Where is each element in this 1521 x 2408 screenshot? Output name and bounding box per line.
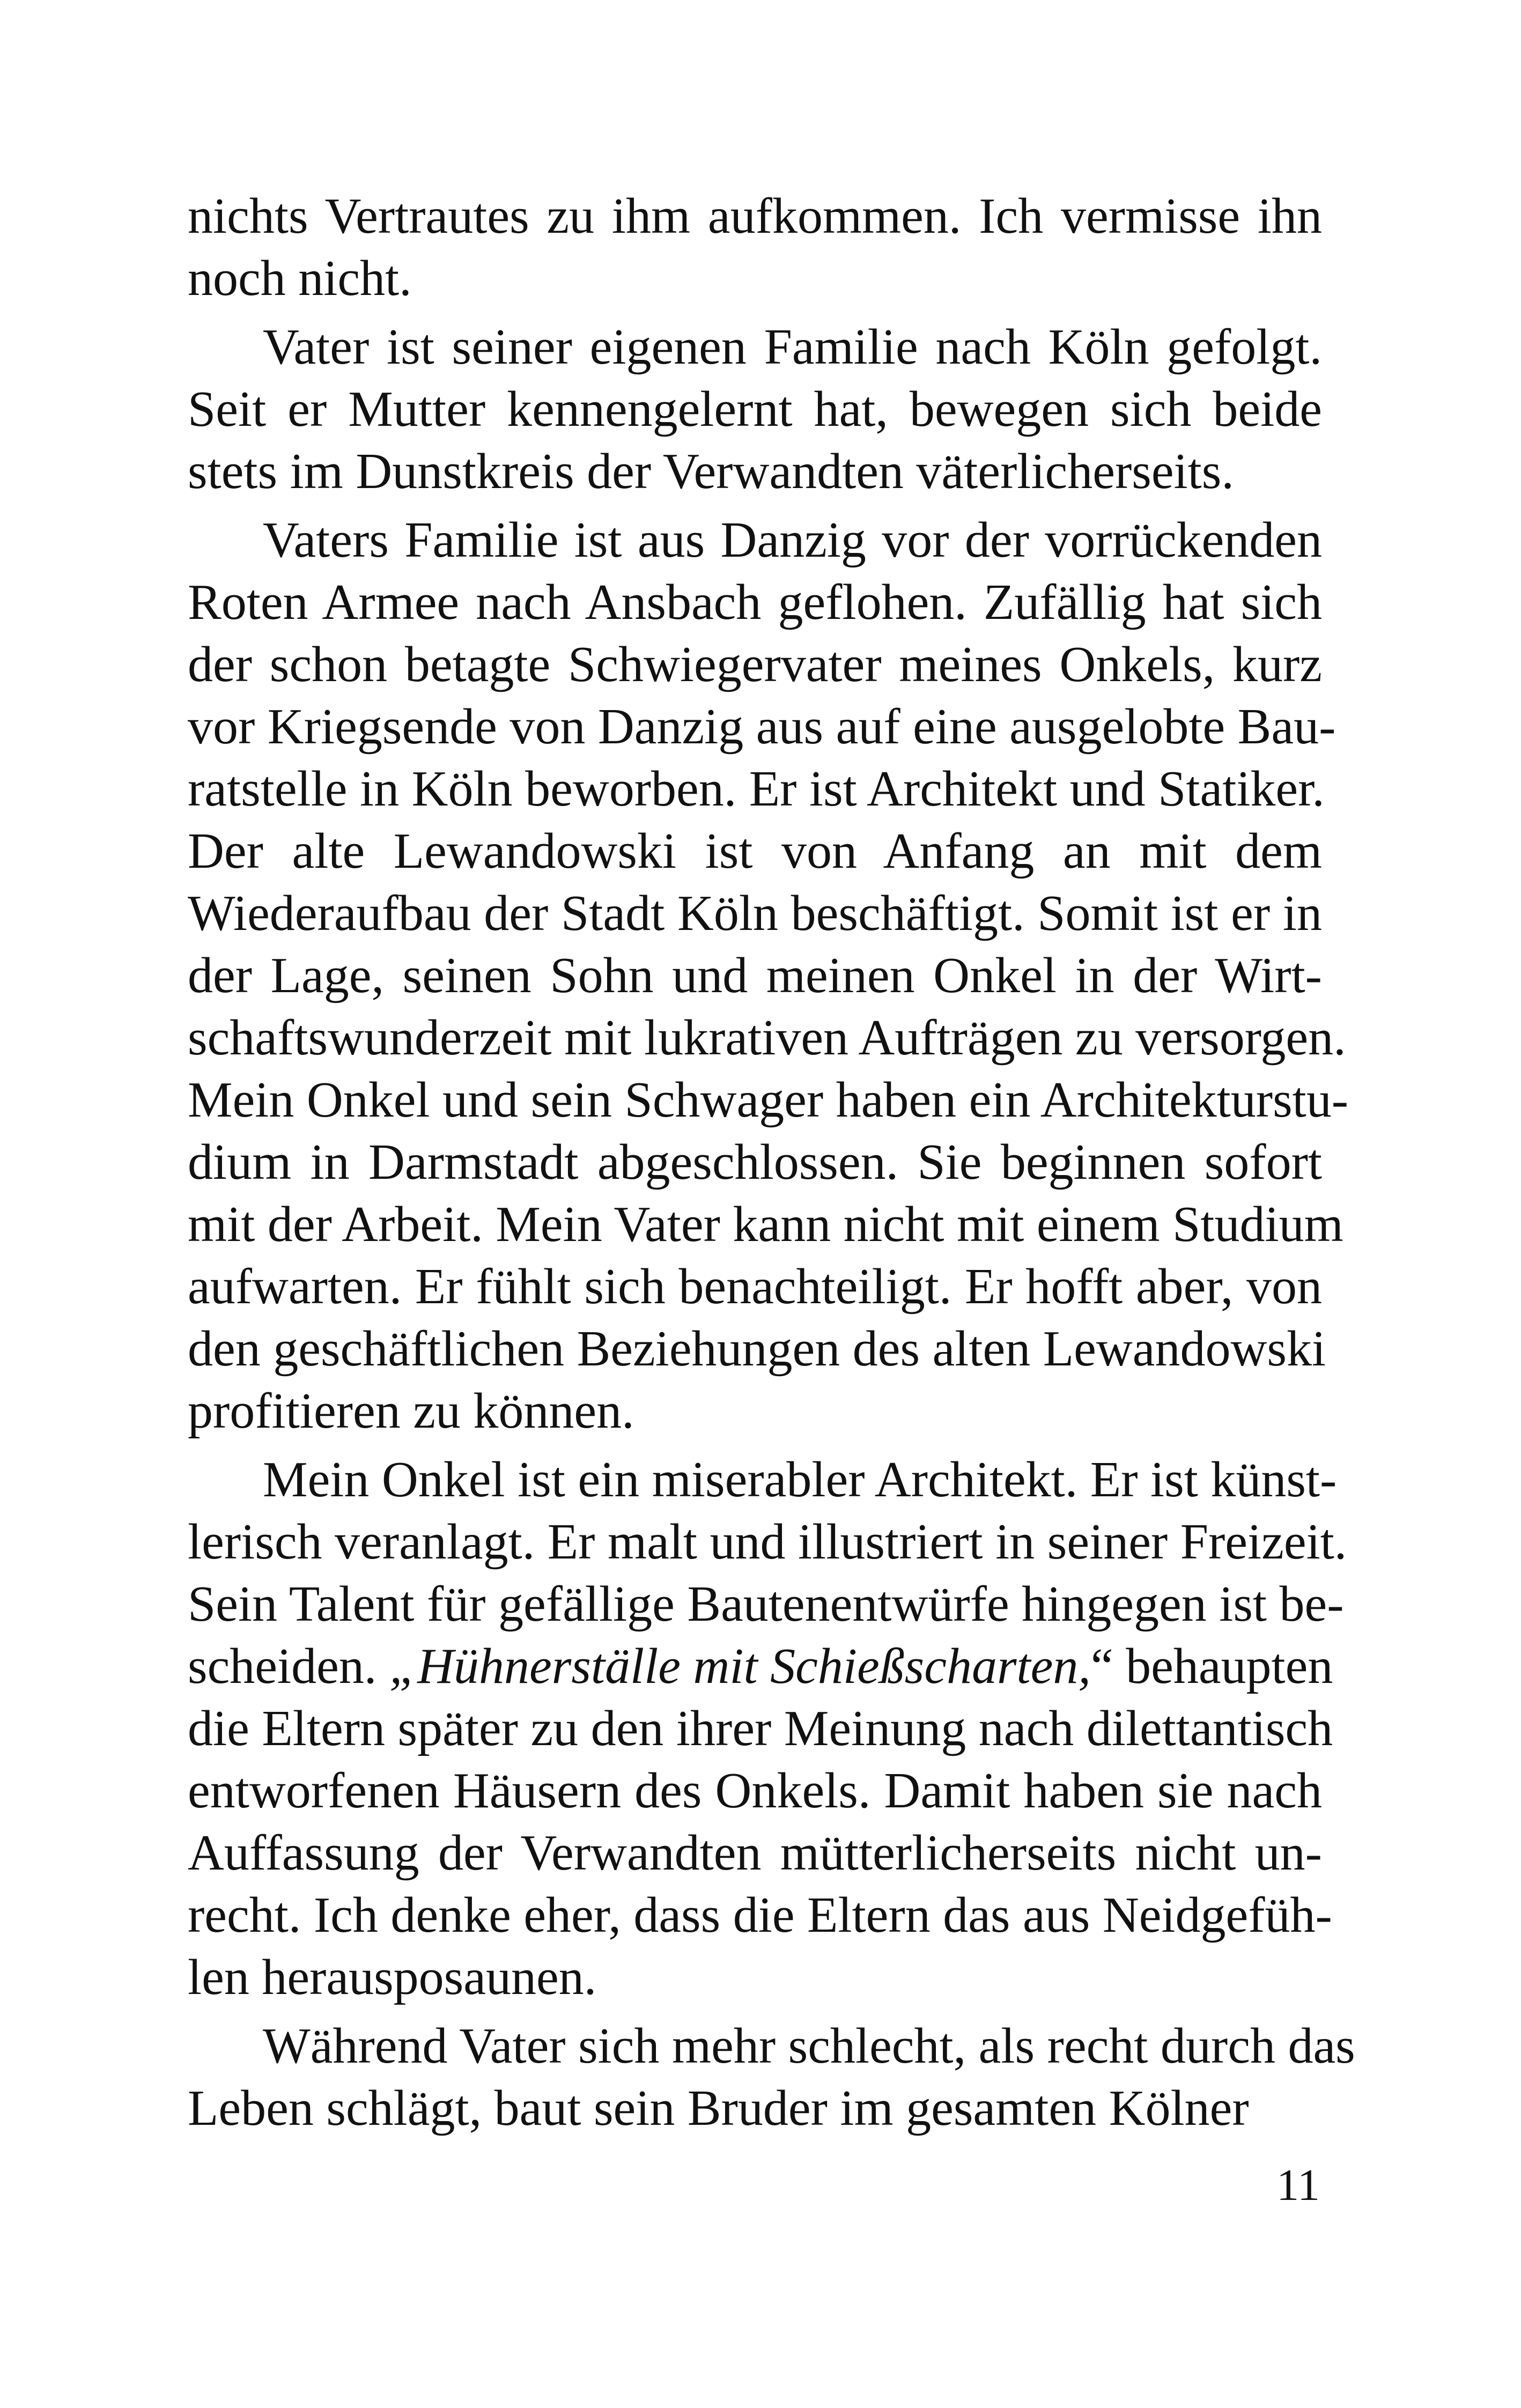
text-line: aufwarten. Er fühlt sich benachteiligt. Er hofft aber, von: [188, 1259, 1322, 1314]
text-line: stets im Dunstkreis der Verwandten väterlicherseits.: [188, 444, 1234, 499]
text-line: nichts Vertrautes zu ihm aufkommen. Ich vermisse ihn: [188, 188, 1322, 244]
text-line: Sein Talent für gefällige Bautenentwürfe hingegen ist be-: [188, 1576, 1344, 1632]
paragraph: [188, 1449, 1347, 2008]
text-line: recht. Ich denke eher, dass die Eltern das aus Neidgefüh-: [188, 1887, 1332, 1943]
text-line: Vaters Familie ist aus Danzig vor der vorrückenden: [263, 512, 1322, 568]
paragraph-gap: [188, 2008, 1322, 2015]
text-line: profitieren zu können.: [188, 1383, 634, 1439]
text-line: Vater ist seiner eigenen Familie nach Köln gefolgt.: [263, 319, 1322, 375]
text-line: Roten Armee nach Ansbach geflohen. Zufällig hat sich: [188, 574, 1322, 630]
text-line: der Lage, seinen Sohn und meinen Onkel in der Wirt-: [188, 948, 1322, 1003]
text-line: Während Vater sich mehr schlecht, als recht durch das: [263, 2018, 1355, 2074]
text-segment: “ behaupten: [1090, 1638, 1333, 1694]
text-line: Mein Onkel und sein Schwager haben ein Architekturstu-: [188, 1072, 1349, 1128]
text-line: den geschäftlichen Beziehungen des alten Lewandowski: [188, 1321, 1326, 1377]
text-line: der schon betagte Schwiegervater meines Onkels, kurz: [188, 637, 1322, 692]
paragraph-gap: [188, 309, 1322, 316]
text-line: [188, 1635, 1333, 1697]
page-number: 11: [1276, 2160, 1320, 2210]
text-line: Wiederaufbau der Stadt Köln beschäftigt. Somit ist er in: [188, 885, 1322, 941]
paragraph-gap: [188, 1442, 1322, 1449]
text-line: ratstelle in Köln beworben. Er ist Architekt und Statiker.: [188, 761, 1325, 817]
italic-quote: „Hühnerställe mit Schießscharten,: [389, 1638, 1091, 1694]
text-line: lerisch veranlagt. Er malt und illustriert in seiner Freizeit.: [188, 1514, 1347, 1570]
text-line: len herausposaunen.: [188, 1949, 597, 2005]
text-line: Auffassung der Verwandten mütterlicherseits nicht un-: [188, 1825, 1322, 1881]
text-line: mit der Arbeit. Mein Vater kann nicht mit einem Studium: [188, 1196, 1343, 1252]
text-line: Mein Onkel ist ein miserabler Architekt. Er ist künst-: [263, 1452, 1337, 1508]
body-text: [188, 185, 1355, 2139]
text-line: vor Kriegsende von Danzig aus auf eine ausgelobte Bau-: [188, 699, 1336, 755]
text-line: Leben schlägt, baut sein Bruder im gesamten Kölner: [188, 2080, 1249, 2136]
paragraph: [188, 2015, 1355, 2139]
text-line: schaftswunderzeit mit lukrativen Aufträgen zu versorgen.: [188, 1010, 1346, 1066]
paragraph: [188, 509, 1349, 1442]
text-segment: scheiden.: [188, 1638, 389, 1694]
paragraph: [188, 316, 1322, 503]
text-line: die Eltern später zu den ihrer Meinung nach dilettantisch: [188, 1701, 1333, 1756]
text-line: noch nicht.: [188, 250, 412, 306]
text-line: dium in Darmstadt abgeschlossen. Sie beginnen sofort: [188, 1134, 1322, 1190]
paragraph-gap: [188, 503, 1322, 509]
paragraph: [188, 185, 1322, 309]
text-line: entworfenen Häusern des Onkels. Damit haben sie nach: [188, 1763, 1322, 1819]
text-line: Seit er Mutter kennengelernt hat, bewegen sich beide: [188, 381, 1322, 437]
text-line: Der alte Lewandowski ist von Anfang an mit dem: [188, 823, 1322, 879]
